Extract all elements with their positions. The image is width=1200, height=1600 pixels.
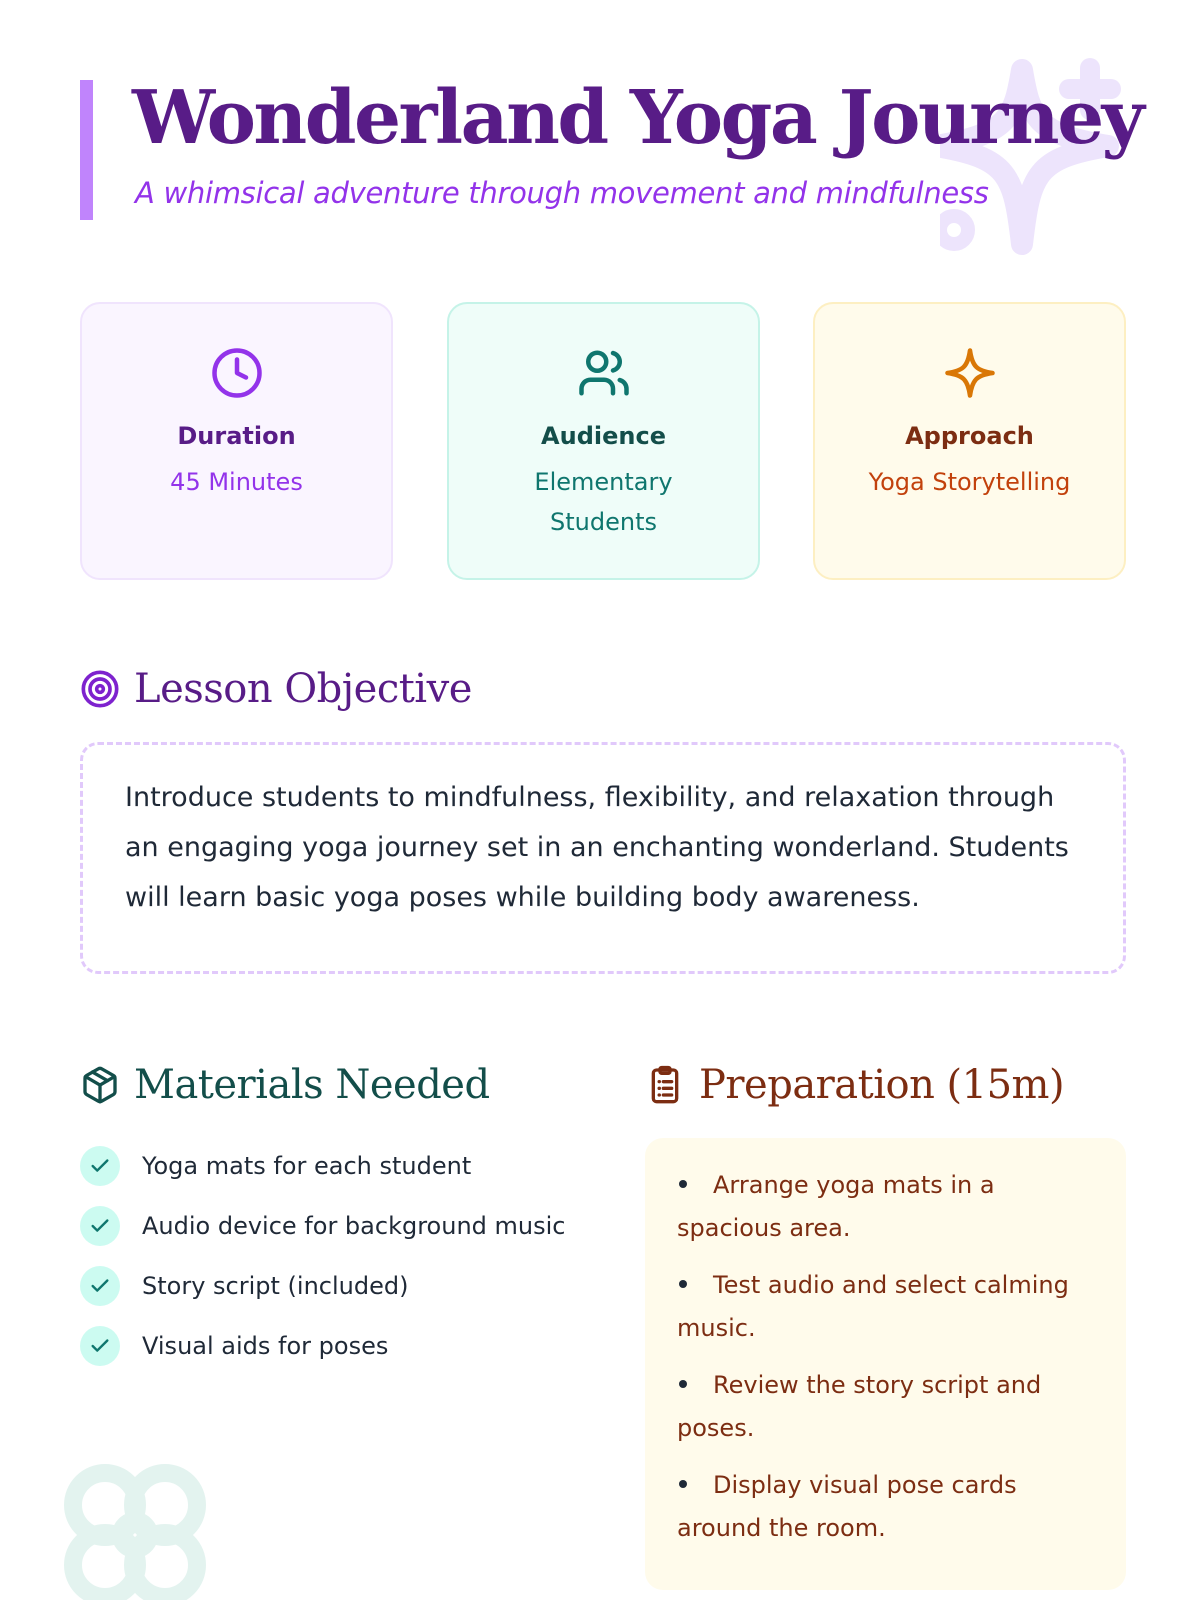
page-subtitle: A whimsical adventure through movement and mindfulness [135,176,989,210]
page-header [80,75,1143,220]
preparation-text: Test audio and select calming music. [677,1271,1069,1342]
materials-list [80,1136,600,1376]
list-item [80,1136,600,1196]
objective-heading [80,666,472,712]
preparation-list [677,1164,1097,1564]
preparation-text: Display visual pose cards around the room. [677,1471,1017,1542]
approach-value: Yoga Storytelling [868,468,1071,496]
material-text: Visual aids for poses [142,1332,389,1360]
material-text: Yoga mats for each student [142,1152,472,1180]
objective-text: Introduce students to mindfulness, flexibility, and relaxation through an engaging yoga journey set in an enchanting wonderland. Students will learn basic yoga poses while building body awareness. [125,782,1069,913]
bullet-icon [679,1380,687,1388]
approach-card [813,302,1126,580]
duration-value: 45 Minutes [170,468,303,496]
bullet-icon [679,1180,687,1188]
list-item [677,1464,1097,1550]
clock-icon [210,346,264,400]
material-text: Story script (included) [142,1272,409,1300]
preparation-heading-text: Preparation (15m) [699,1062,1065,1108]
preparation-text: Review the story script and poses. [677,1371,1042,1442]
check-icon [80,1206,120,1246]
materials-heading [80,1062,490,1108]
list-item [677,1164,1097,1250]
bullet-icon [679,1280,687,1288]
clipboard-icon [645,1065,685,1105]
package-icon [80,1065,120,1105]
check-icon [80,1146,120,1186]
objective-heading-text: Lesson Objective [134,666,472,712]
duration-label: Duration [177,422,296,450]
list-item [677,1264,1097,1350]
audience-card [447,302,760,580]
audience-value: Elementary Students [534,468,673,536]
check-icon [80,1266,120,1306]
flower-decoration-icon [60,1460,210,1600]
header-accent-bar [80,80,93,220]
users-icon [577,346,631,400]
check-icon [80,1326,120,1366]
target-icon [80,669,120,709]
page-title: Wonderland Yoga Journey [132,75,1143,161]
preparation-text: Arrange yoga mats in a spacious area. [677,1171,995,1242]
list-item [80,1256,600,1316]
duration-card [80,302,393,580]
sparkle-icon [943,346,997,400]
approach-label: Approach [905,422,1034,450]
preparation-box [645,1138,1126,1590]
audience-label: Audience [541,422,666,450]
list-item [80,1316,600,1376]
materials-heading-text: Materials Needed [134,1062,490,1108]
objective-box [80,742,1126,974]
list-item [80,1196,600,1256]
info-cards [80,302,1126,580]
bullet-icon [679,1480,687,1488]
preparation-heading [645,1062,1064,1108]
list-item [677,1364,1097,1450]
material-text: Audio device for background music [142,1212,566,1240]
